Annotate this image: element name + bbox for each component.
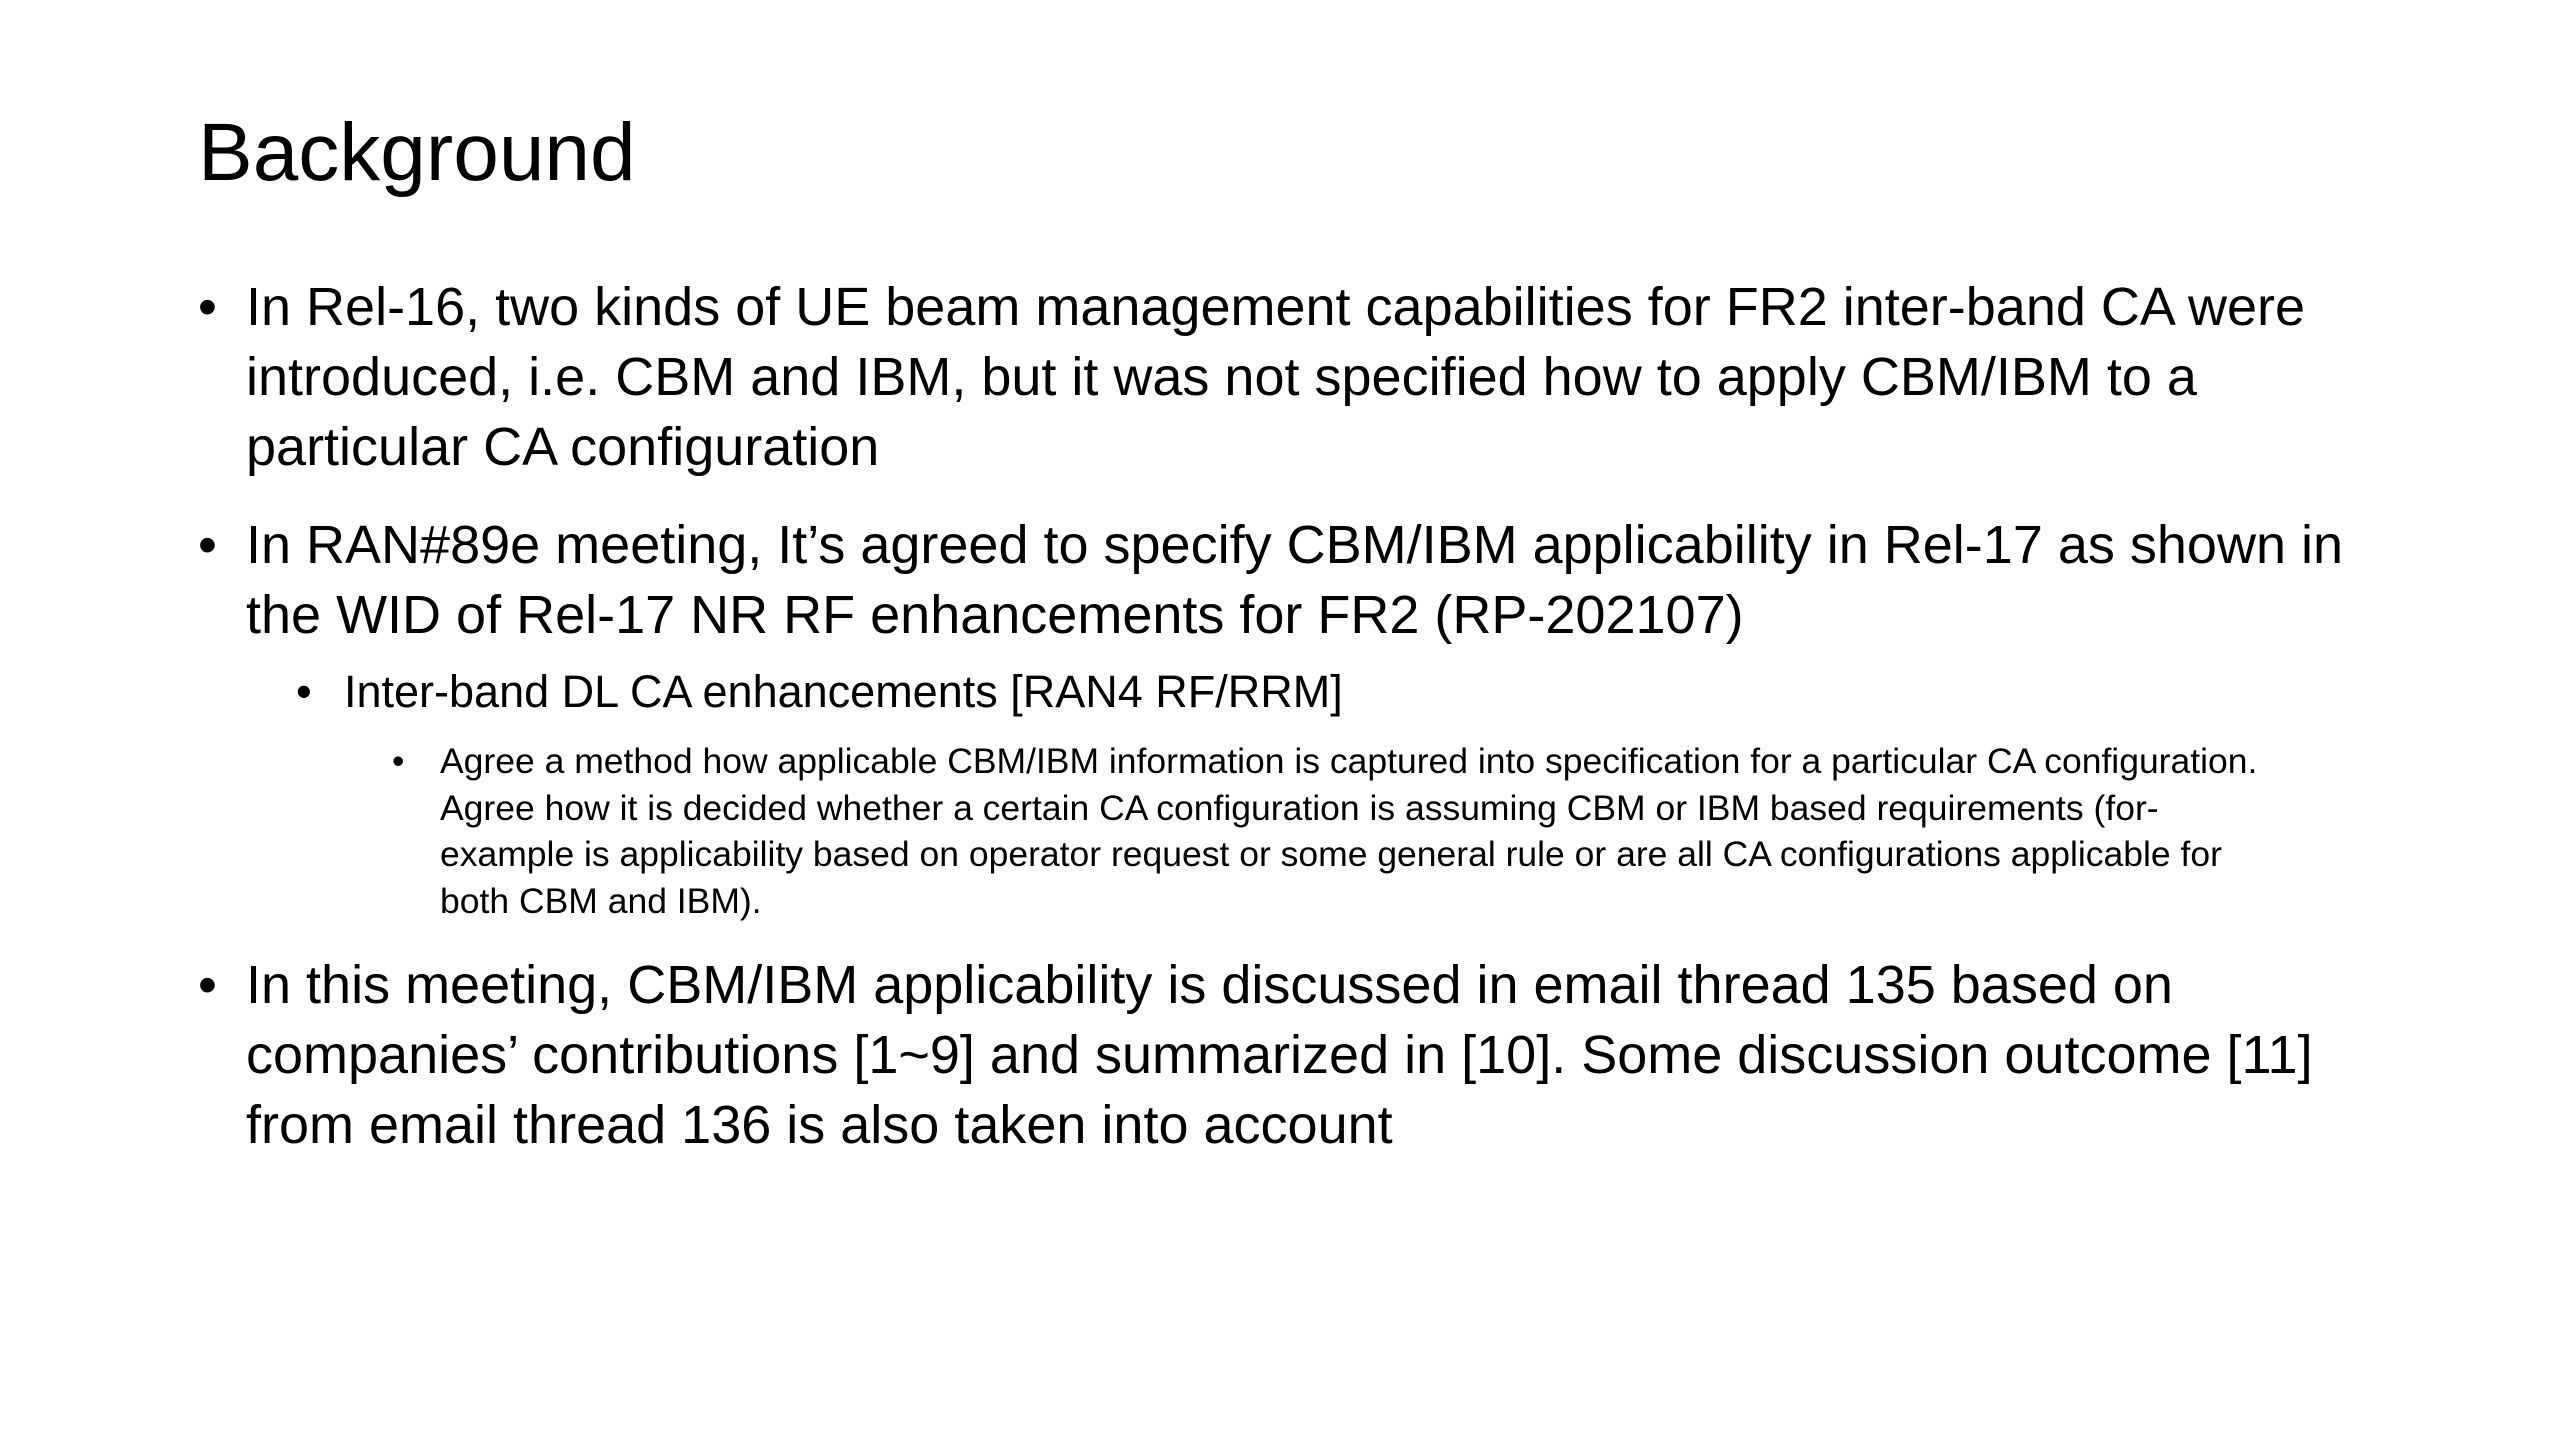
bullet-item-ran89e <box>198 510 2378 650</box>
bullet-text: In Rel-16, two kinds of UE beam management capabilities for FR2 inter-band CA were introduced, i.e. CBM and IBM, but it was not specified how to apply CBM/IBM to a particular CA configuration <box>246 277 2305 477</box>
bullet-text: Inter-band DL CA enhancements [RAN4 RF/RRM] <box>344 666 1343 717</box>
slide-title: Background <box>198 107 636 198</box>
bullet-item-this-meeting <box>198 950 2378 1160</box>
bullet-marker: • <box>198 277 217 337</box>
bullet-marker: • <box>198 955 217 1015</box>
sub-bullet-inter-band <box>296 664 2376 720</box>
bullet-marker: • <box>296 666 312 717</box>
bullet-marker: • <box>198 515 217 575</box>
bullet-text: Agree a method how applicable CBM/IBM information is captured into specification for a particular CA configuration. Agree how it is decided whether a certain CA configuration is assuming CBM or IBM based requirements (for-example is applicability based on operator request or some general rule or are all CA configurations applicable for both CBM and IBM). <box>440 741 2258 921</box>
bullet-marker: • <box>392 741 405 781</box>
bullet-text: In this meeting, CBM/IBM applicability is discussed in email thread 135 based on companies’ contributions [1~9] and summarized in [10]. Some discussion outcome [11] from email thread 136 is also taken into account <box>246 955 2313 1155</box>
bullet-text: In RAN#89e meeting, It’s agreed to specify CBM/IBM applicability in Rel-17 as shown in the WID of Rel-17 NR RF enhancements for FR2 (RP-202107) <box>246 515 2344 645</box>
bullet-item-rel16 <box>198 272 2378 482</box>
sub-sub-bullet-agree-method <box>392 738 2292 924</box>
